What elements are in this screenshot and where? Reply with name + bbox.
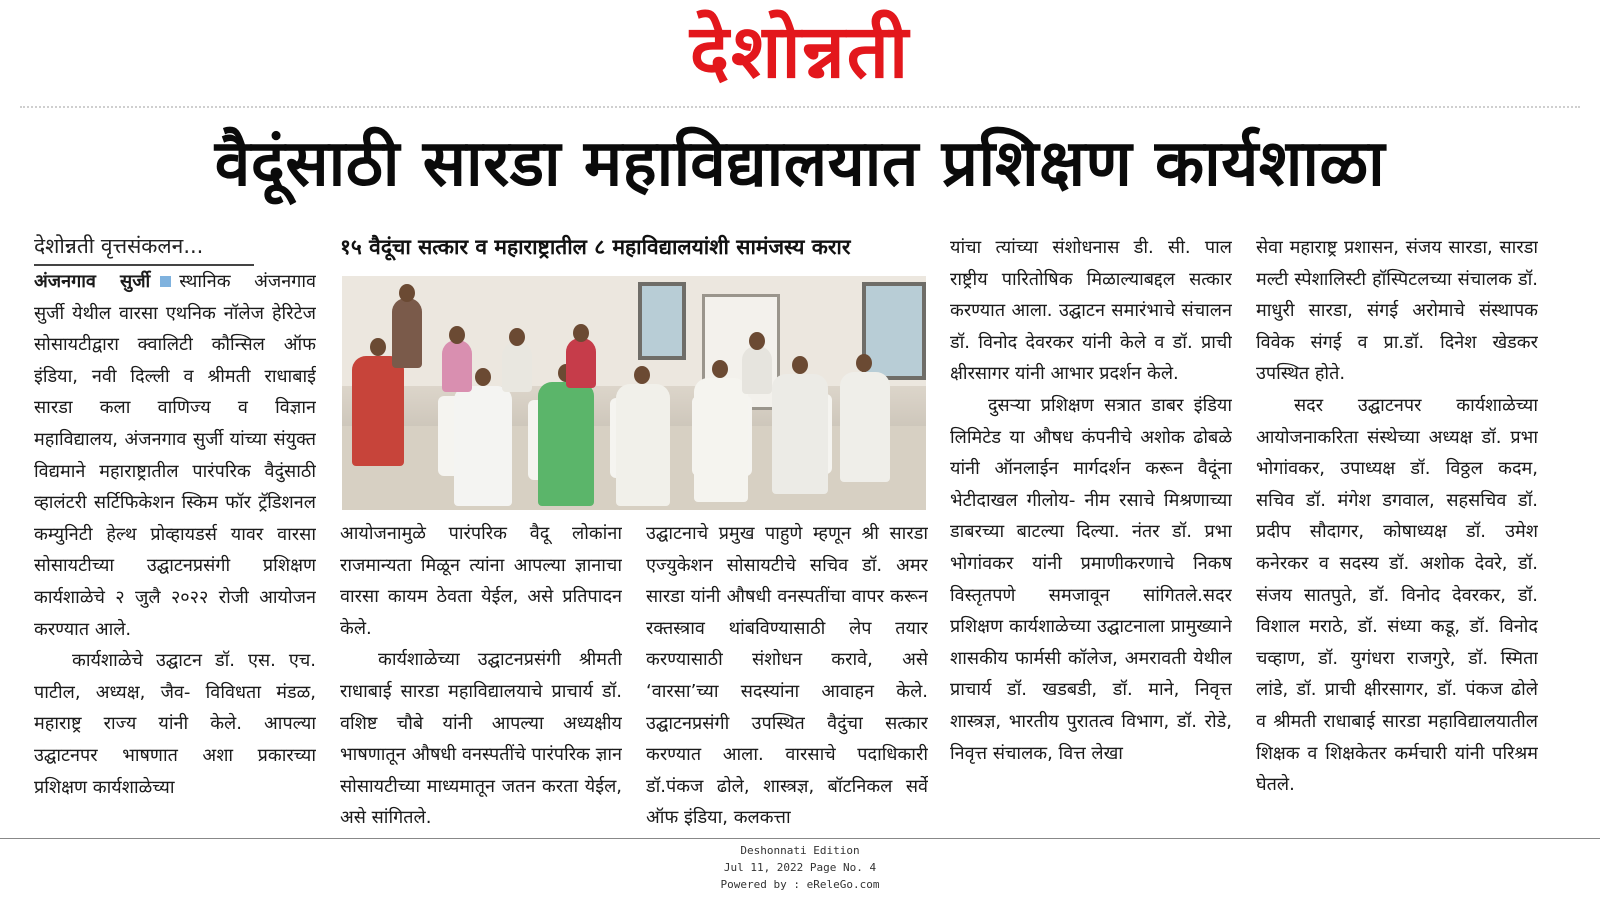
article-paragraph: सेवा महाराष्ट्र प्रशासन, संजय सारडा, सारडा मल्टी स्पेशालिस्टी हॉस्पिटलच्या संचालक डॉ. माधुरी सारडा, संगई अरोमाचे संस्थापक विवेक संगई व प्रा.डॉ. दिनेश खेडकर उपस्थित होते.: [1256, 237, 1538, 385]
square-bullet-icon: [160, 276, 171, 287]
article-column-3: [646, 518, 928, 836]
article-subheadline: १५ वैदूंचा सत्कार व महाराष्ट्रातील ८ महाविद्यालयांशी सामंजस्य करार: [340, 235, 851, 259]
article-paragraph: यांचा त्यांच्या संशोधनास डी. सी. पाल राष्ट्रीय पारितोषिक मिळाल्याबद्दल सत्कार करण्यात आला. उद्घाटन समारंभाचे संचालन डॉ. विनोद देवरकर यांनी केले व डॉ. प्राची क्षीरसागर यांनी आभार प्रदर्शन केले.: [950, 237, 1232, 385]
event-photo: [342, 276, 926, 510]
footer-divider: [0, 838, 1600, 839]
article-paragraph: कार्यशाळेचे उद्घाटन डॉ. एस. एच. पाटील, अध्यक्ष, जैव- विविधता मंडळ, महाराष्ट्र राज्य यांनी केले. आपल्या उद्घाटनपर भाषणात अशा प्रकारच्या प्रशिक्षण कार्यशाळेच्या: [34, 650, 316, 798]
article-paragraph: आयोजनामुळे पारंपरिक वैदू लोकांना राजमान्यता मिळून त्यांना आपल्या ज्ञानाचा वारसा कायम ठेवता येईल, असे प्रतिपादन केले.: [340, 523, 622, 639]
article-column-4: [950, 232, 1232, 836]
dateline: देशोन्नती वृत्तसंकलन...: [34, 230, 254, 266]
article-column-5: [1256, 232, 1538, 836]
article-paragraph: कार्यशाळेच्या उद्घाटनप्रसंगी श्रीमती राधाबाई सारडा महाविद्यालयाचे प्राचार्य डॉ. वशिष्ट चौबे यांनी आपल्या अध्यक्षीय भाषणातून औषधी वनस्पतींचे पारंपरिक ज्ञान सोसायटीच्या माध्यमातून जतन करता येईल, असे सांगितले.: [340, 649, 622, 829]
edition-name: Deshonnati Edition: [740, 844, 860, 857]
masthead-divider: [20, 106, 1580, 108]
article-paragraph: स्थानिक अंजनगाव सुर्जी येथील वारसा एथनिक नॉलेज हेरिटेज सोसायटीद्वारा क्वालिटी कौन्सिल ऑफ इंडिया, नवी दिल्ली व श्रीमती राधाबाई सारडा कला वाणिज्य व विज्ञान महाविद्यालय, अंजनगाव सुर्जी यांच्या संयुक्त विद्यमाने महाराष्ट्रातील पारंपरिक वैदुंसाठी व्हालंटरी सर्टिफिकेशन स्किम फॉर ट्रॅडिशनल कम्युनिटी हेल्थ प्रोव्हायडर्स यावर वारसा सोसायटीच्या उद्घाटनप्रसंगी प्रशिक्षण कार्यशाळेचे २ जुलै २०२२ रोजी आयोजन करण्यात आले.: [34, 271, 316, 640]
article-column-1: [34, 266, 316, 836]
edition-footer: [0, 842, 1600, 893]
edition-date-page: Jul 11, 2022 Page No. 4: [723, 861, 877, 874]
article-headline: वैदूंसाठी सारडा महाविद्यालयात प्रशिक्षण कार्यशाळा: [214, 127, 1386, 201]
article-paragraph: उद्घाटनाचे प्रमुख पाहुणे म्हणून श्री सारडा एज्युकेशन सोसायटीचे सचिव डॉ. अमर सारडा यांनी औषधी वनस्पतींचा वापर करून रक्तस्त्राव थांबविण्यासाठी लेप तयार करण्यासाठी संशोधन करावे, असे ‘वारसा’च्या सदस्यांना आवाहन केले. उद्घाटनप्रसंगी उपस्थित वैदुंचा सत्कार करण्यात आला. वारसाचे पदाधिकारी डॉ.पंकज ढोले, शास्त्रज्ञ, बॉटनिकल सर्वे ऑफ इंडिया, कलकत्ता: [646, 523, 928, 829]
newspaper-masthead: देशोन्नती: [689, 9, 911, 95]
article-paragraph: दुसऱ्या प्रशिक्षण सत्रात डाबर इंडिया लिमिटेड या औषध कंपनीचे अशोक ढोबळे यांनी ऑनलाईन मार्गदर्शन करून वैदूंना भेटीदाखल गीलोय- नीम रसाचे मिश्रणाच्या डाबरच्या बाटल्या दिल्या. नंतर डॉ. प्रभा भोगांवकर यांनी प्रमाणीकरणाचे निकष विस्तृतपणे समजावून सांगितले.सदर प्रशिक्षण कार्यशाळेच्या उद्घाटनाला प्रामुख्याने शासकीय फार्मसी कॉलेज, अमरावती येथील प्राचार्य डॉ. खडबडी, डॉ. माने, निवृत्त शास्त्रज्ञ, भारतीय पुरातत्व विभाग, डॉ. रोडे, निवृत्त संचालक, वित्त लेखा: [950, 394, 1232, 764]
powered-by: Powered by : eReleGo.com: [720, 878, 880, 891]
place-name: अंजनगाव सुर्जी: [34, 271, 151, 292]
article-paragraph: सदर उद्घाटनपर कार्यशाळेच्या आयोजनाकरिता संस्थेच्या अध्यक्ष डॉ. प्रभा भोगांवकर, उपाध्यक्ष डॉ. विठ्ठल कदम, सचिव डॉ. मंगेश डगवाल, सहसचिव डॉ. प्रदीप सौदागर, कोषाध्यक्ष डॉ. उमेश कनेरकर व सदस्य डॉ. अशोक देवरे, डॉ. संजय सातपुते, डॉ. विनोद देवरकर, डॉ. विशाल मराठे, डॉ. संध्या कडू, डॉ. विनोद चव्हाण, डॉ. युगंधरा राजगुरे, डॉ. स्मिता लांडे, डॉ. प्राची क्षीरसागर, डॉ. पंकज ढोले व श्रीमती राधाबाई सारडा महाविद्यालयातील शिक्षक व शिक्षकेतर कर्मचारी यांनी परिश्रम घेतले.: [1256, 394, 1538, 796]
article-column-2: [340, 518, 622, 836]
